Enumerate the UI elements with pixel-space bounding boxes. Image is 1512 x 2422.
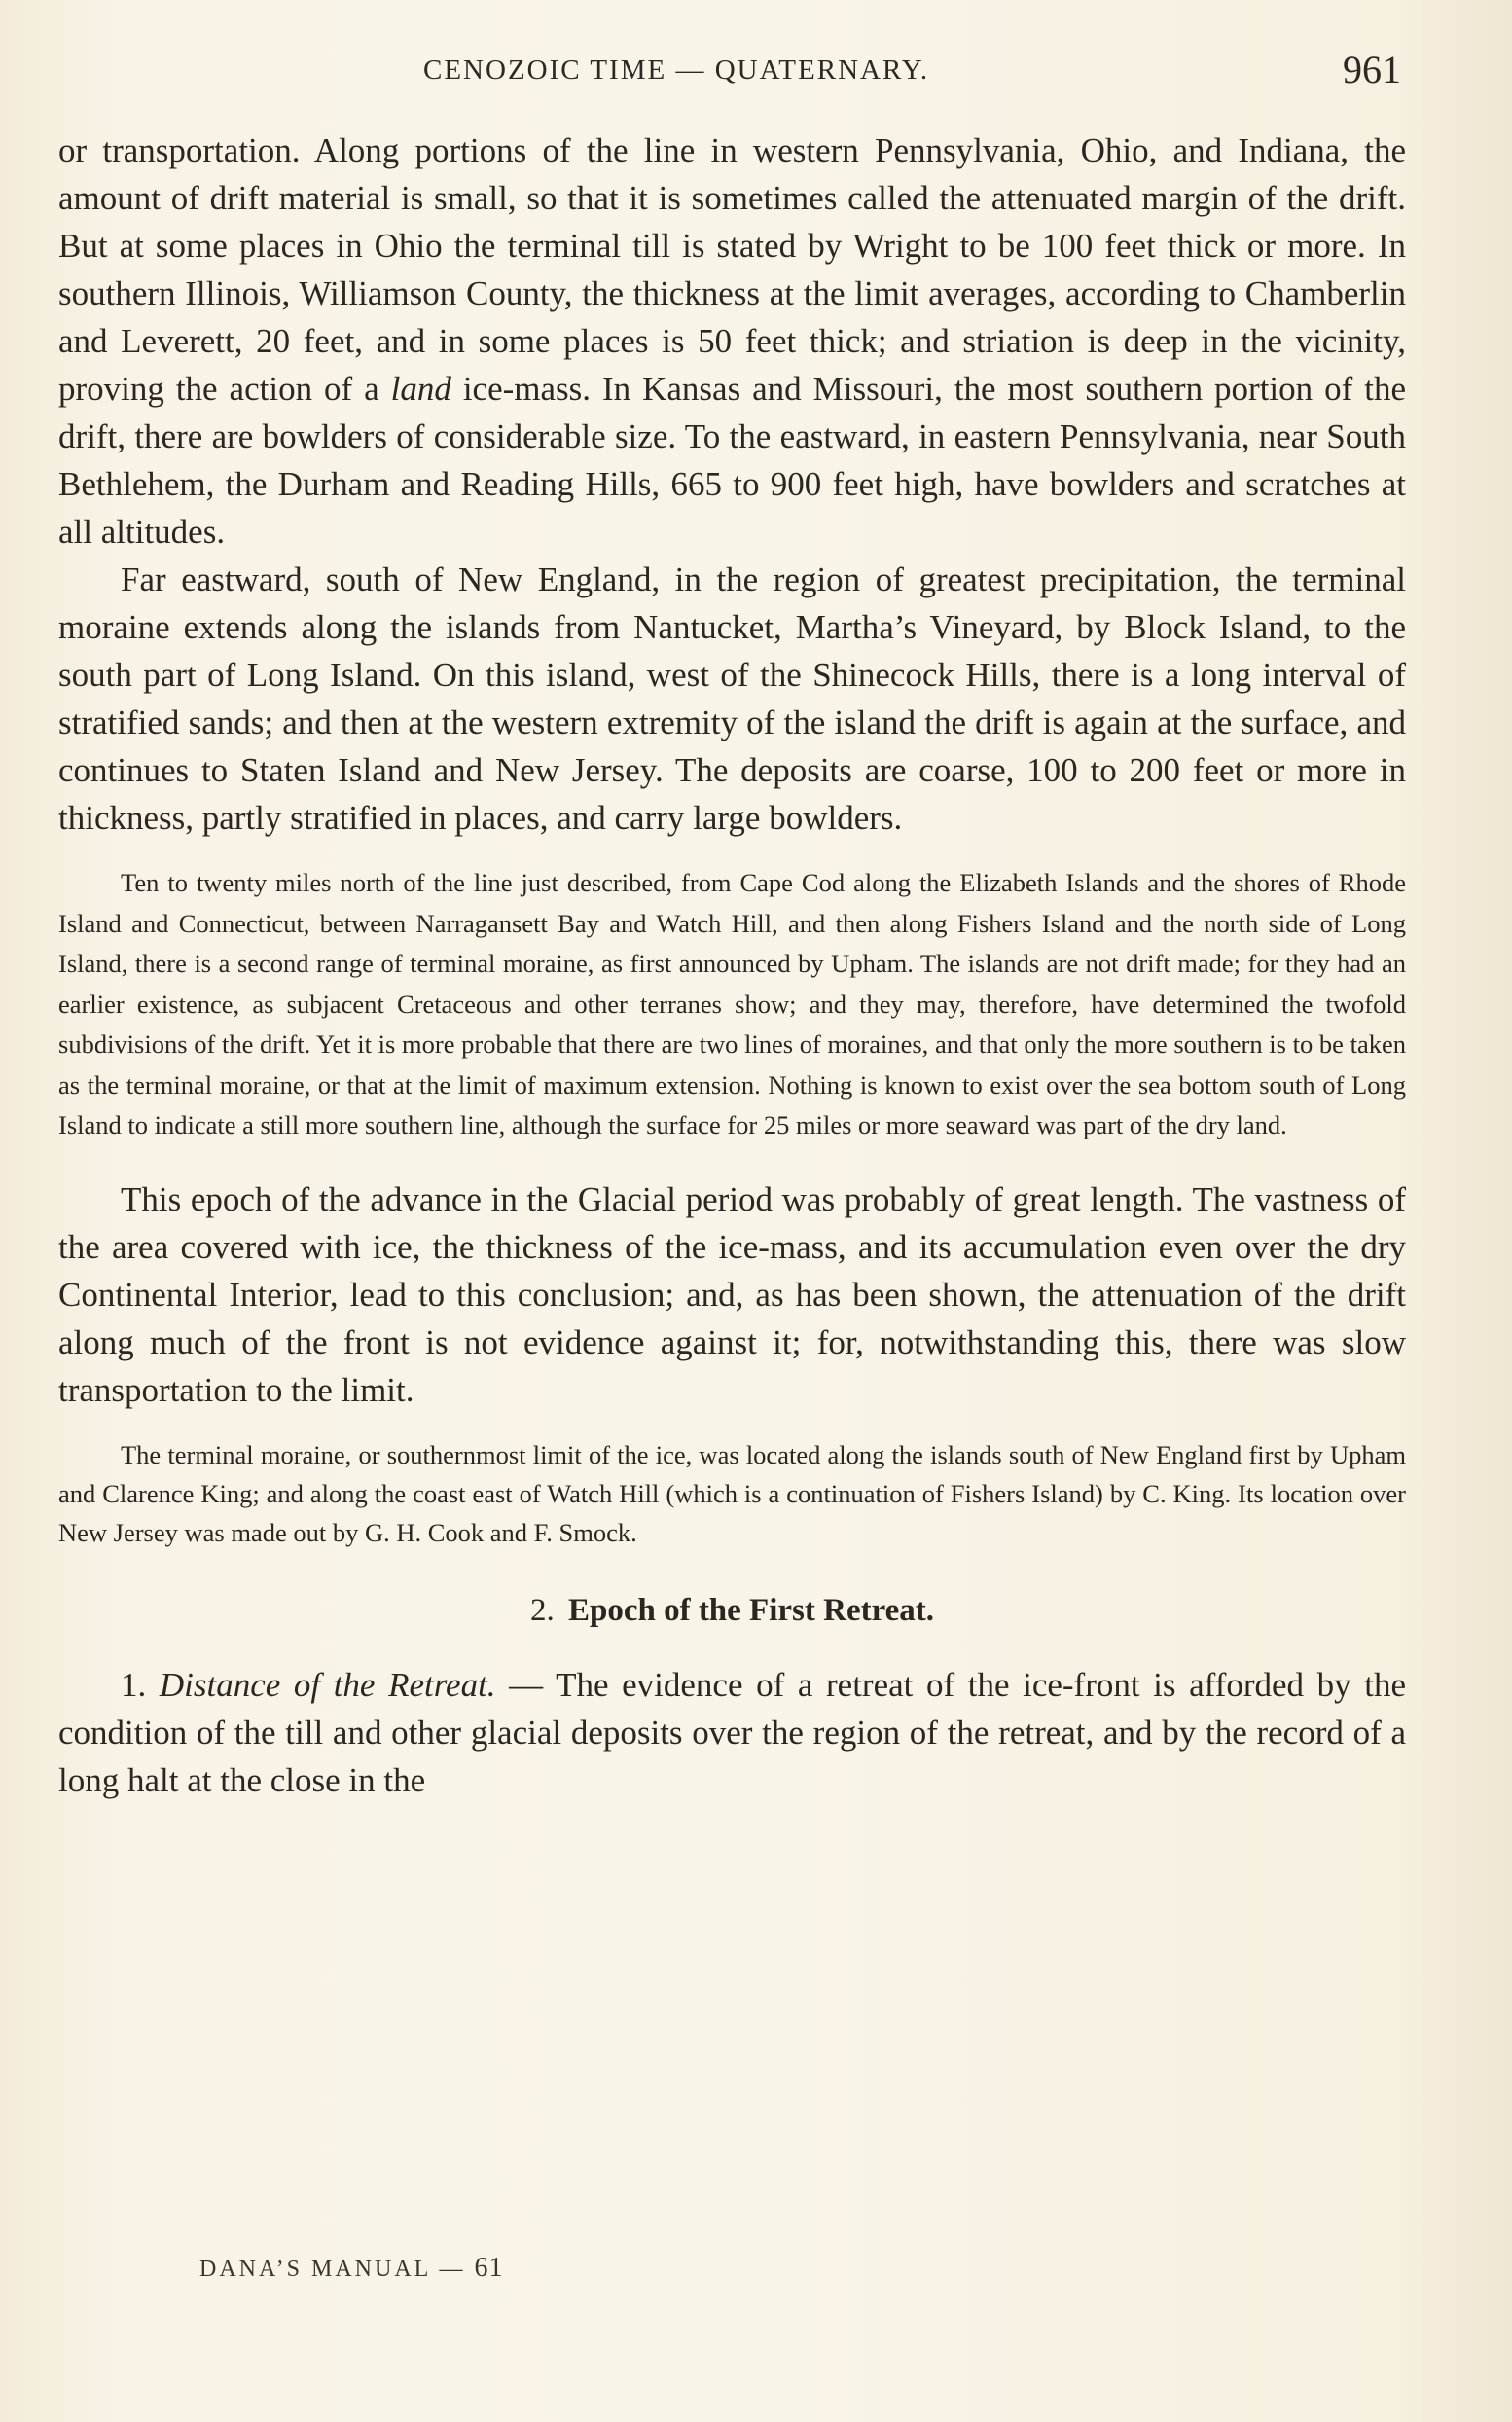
section-title: Epoch of the First Retreat. [567,1592,935,1628]
section-number: 2. [529,1592,555,1628]
paragraph-4-text: The evidence of a retreat of the ice-front is afforded by the condition of the till and other glacial deposits over the region of the retreat, and by the record of a long halt at the close in the [58,1665,1407,1799]
paragraph-3: This epoch of the advance in the Glacial period was probably of great length. The vastness of the area covered with ice, the thickness of the ice-mass, and its accumulation even over the dry Continental Interior, lead to this conclusion; and, as has been shown, the attenuation of the drift along much of the front is not evidence against it; for, notwithstanding this, there was slow transportation to the limit. [58,1179,1406,1409]
running-head [58,43,1401,101]
section-heading [58,1581,1406,1640]
paragraph-2: Far eastward, south of New England, in the region of greatest precipitation, the terminal moraine extends along the islands from Nantucket, Martha’s Vineyard, by Block Island, to the south part of Long Island. On this island, west of the Shinecock Hills, there is a long interval of stratified sands; and then at the western extremity of the island the drift is again at the surface, and continues to Staten Island and New Jersey. The deposits are coarse, 100 to 200 feet or more in thickness, partly stratified in places, and carry large bowlders. [58,560,1406,837]
small-print-note-1: Ten to twenty miles north of the line just described, from Cape Cod along the Elizabeth Islands and the shores of Rhode Island and Connecticut, between Narragansett Bay and Watch Hill, and then along Fishers Island and the north side of Long Island, there is a second range of terminal moraine, as first announced by Upham. The islands are not drift made; for they had an earlier existence, as subjacent Cretaceous and other terranes show; and they may, therefore, have determined the twofold subdivisions of the drift. Yet it is more probable that there are two lines of moraines, and that only the more southern is to be taken as the terminal moraine, or that at the limit of maximum extension. Nothing is known to exist over the sea bottom south of Long Island to indicate a still more southern line, although the surface for 25 miles or more seaward was part of the dry land. [58,868,1406,1139]
paragraph-1-text: or transportation. Along portions of the line in western Pennsylvania, Ohio, and Indiana, the amount of drift material is small, so that it is sometimes called the attenuated margin of the drift. But at some places in Ohio the terminal till is stated by Wright to be 100 feet thick or more. In southern Illinois, Williamson County, the thickness at the limit averages, according to Chamberlin and Leverett, 20 feet, and in some places is 50 feet thick; and striation is deep in the vicinity, proving the action of a [58,131,1406,408]
paragraph-1 [58,127,1406,556]
paragraph-4-number: 1. [121,1665,147,1704]
run-in-heading: Distance of the Retreat. [159,1665,496,1704]
page-content [58,127,1406,1804]
paragraph-1-end: ice-mass. In Kansas and Missouri, the most southern portion of the drift, there are bowlders of considerable size. To the eastward, in eastern Pennsylvania, near South Bethlehem, the Durham and Reading Hills, 665 to 900 feet high, have bowlders and scratches at all altitudes. [58,370,1406,551]
paragraph-4 [58,1661,1406,1804]
small-print-note-2: The terminal moraine, or southernmost limit of the ice, was located along the islands south of New England first by Upham and Clarence King; and along the coast east of Watch Hill (which is a continuation of Fishers Island) by C. King. Its location over New Jersey was made out by G. H. Cook and F. Smock. [58,1439,1406,1547]
signature-text: DANA’S MANUAL — [199,2257,475,2282]
page-number: 961 [1343,48,1401,91]
run-in-dash: — [495,1665,557,1704]
italic-land: land [390,370,451,408]
signature-number: 61 [474,2253,504,2283]
running-title: CENOZOIC TIME — QUATERNARY. [423,54,930,86]
signature-mark [199,2253,503,2284]
